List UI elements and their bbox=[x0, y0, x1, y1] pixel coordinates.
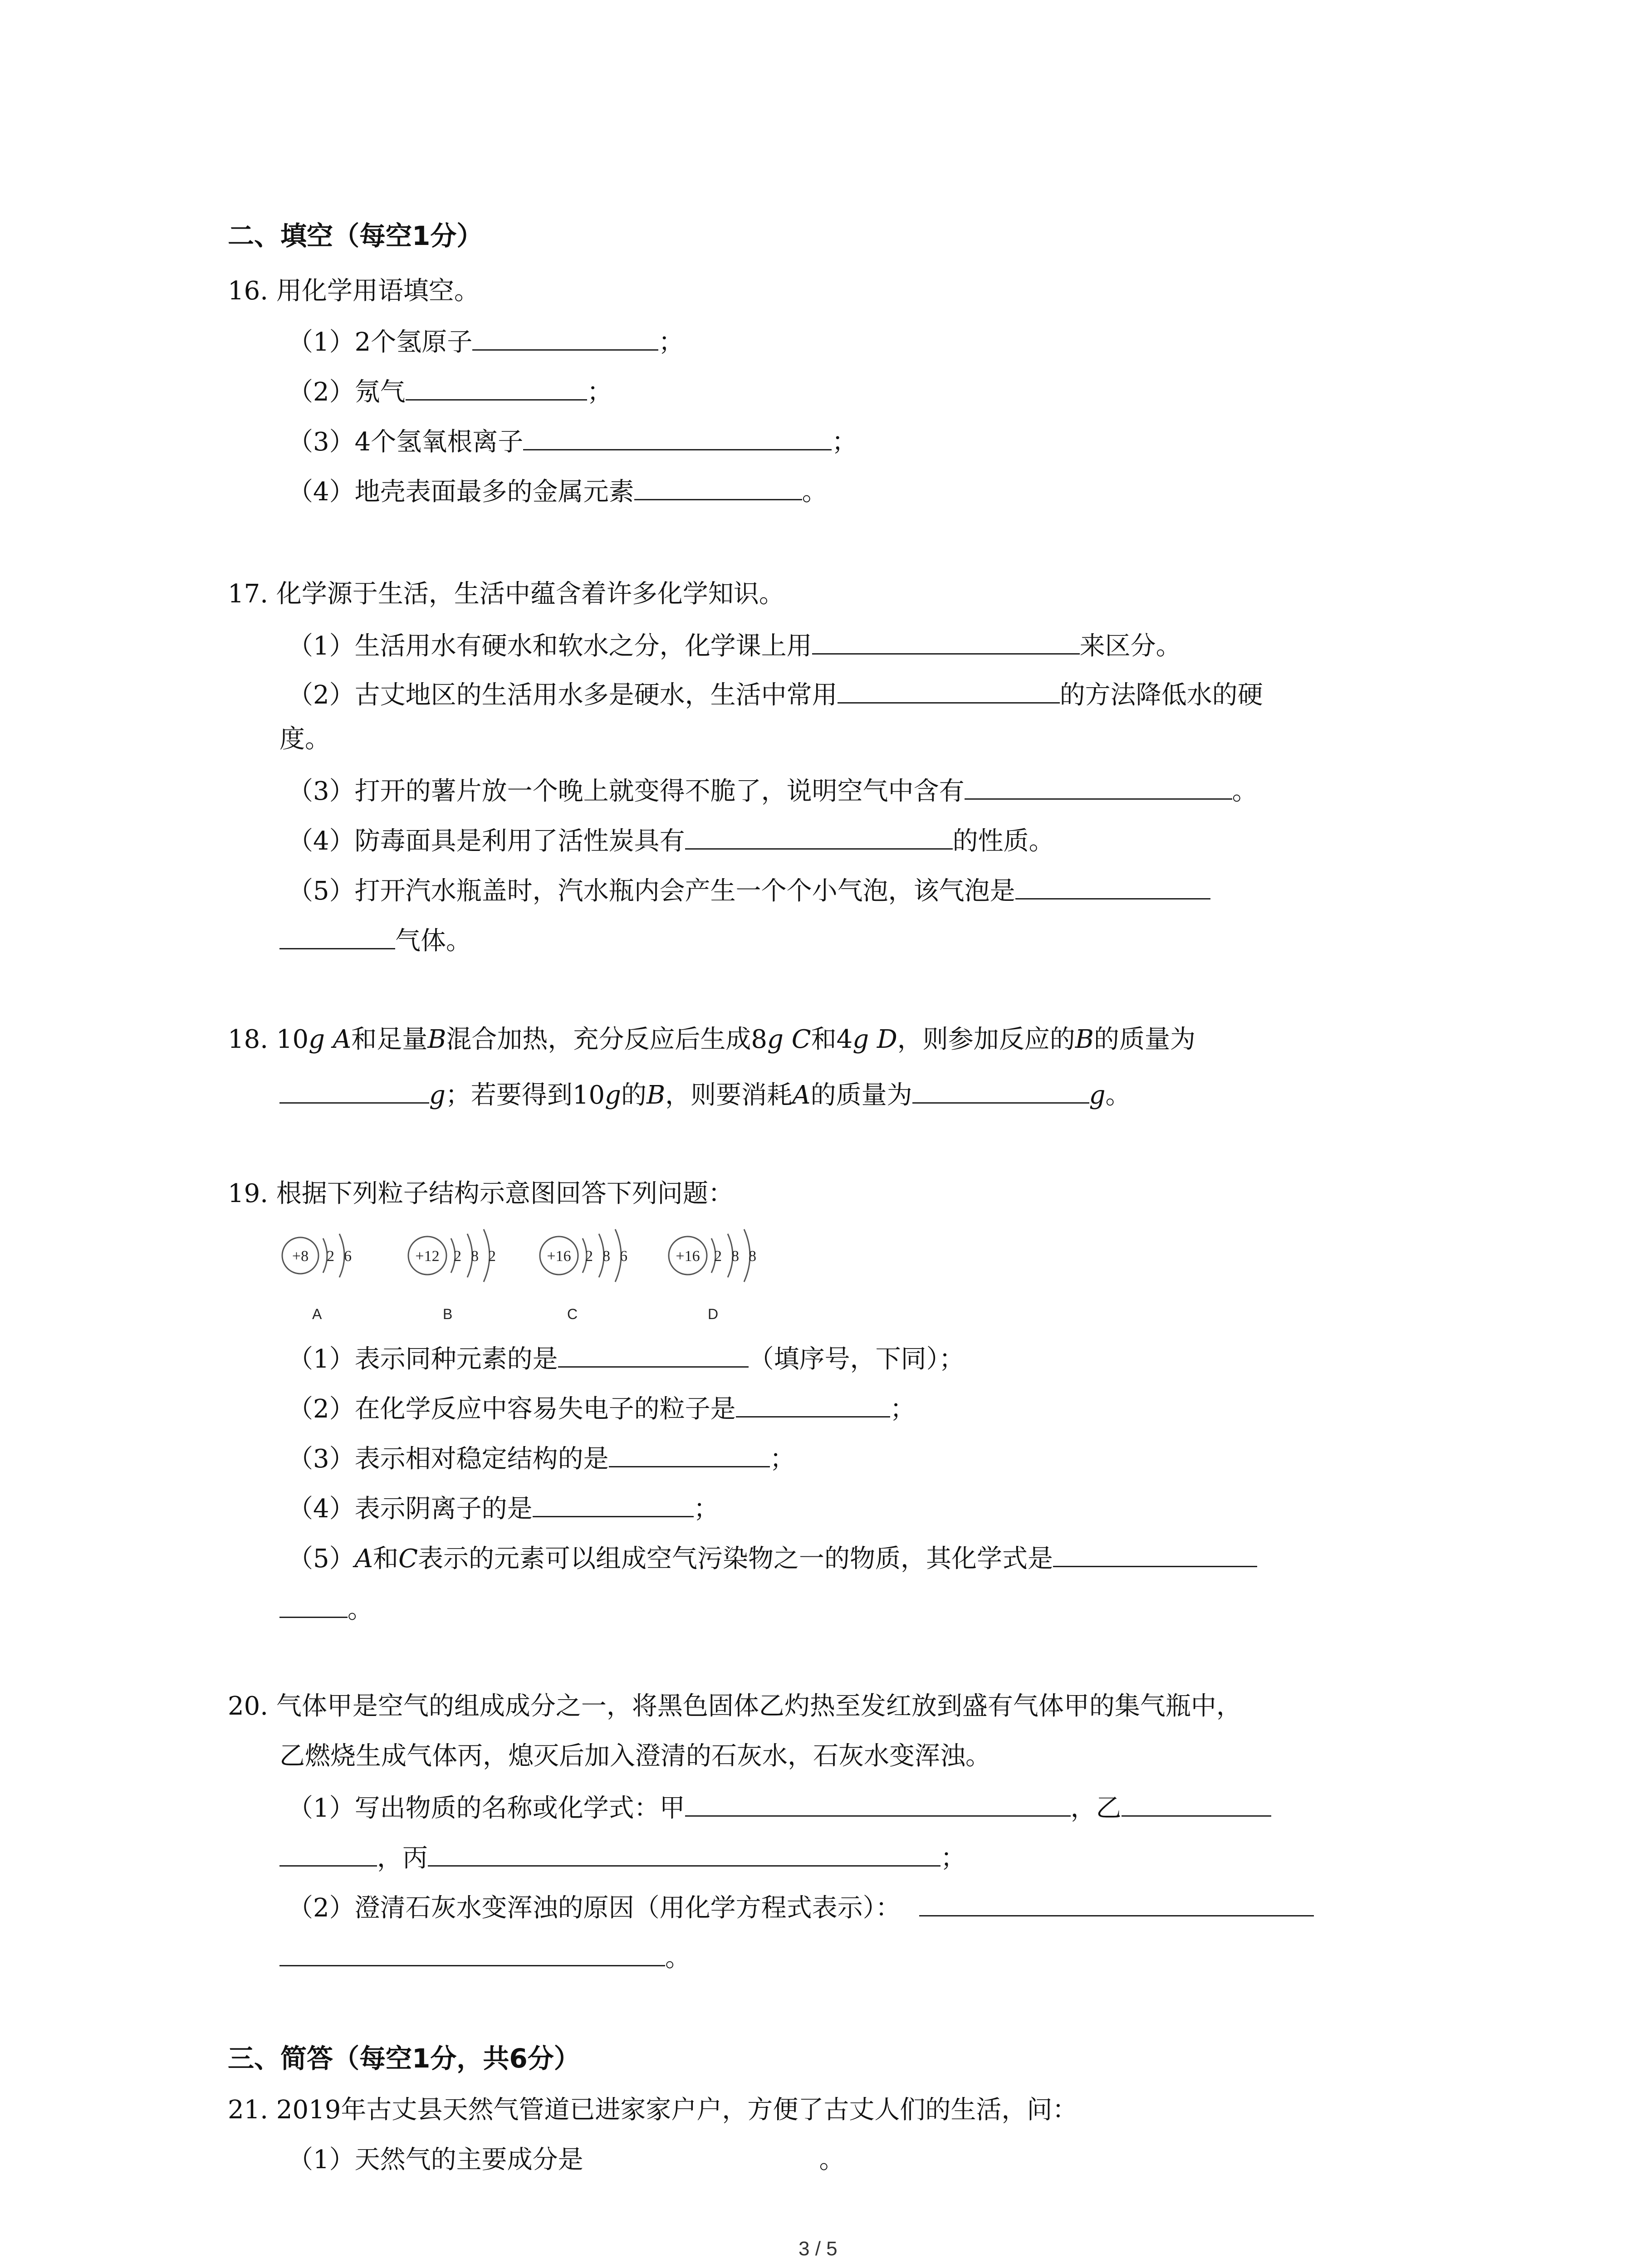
q17-part5-blank-a[interactable] bbox=[1015, 871, 1210, 899]
q20-part2-cont bbox=[279, 1938, 691, 1976]
q17-part1-end: 来区分。 bbox=[1079, 631, 1181, 661]
q21-part1-end: 。 bbox=[819, 2145, 845, 2175]
atom-a bbox=[282, 1234, 352, 1322]
q20-line2: 乙燃烧生成气体丙，熄灭后加入澄清的石灰水，石灰水变浑浊。 bbox=[279, 1741, 991, 1771]
q17-part5 bbox=[288, 871, 1210, 909]
atom-c-nucleus: +16 bbox=[547, 1248, 571, 1265]
q18-var-c: C bbox=[791, 1025, 811, 1054]
q17-part5-end: 气体。 bbox=[395, 926, 471, 956]
q19-part3-end: ； bbox=[769, 1444, 795, 1474]
q17-part5-blank-b[interactable] bbox=[279, 921, 395, 949]
q17-part3-text: （3）打开的薯片放一个晚上就变得不脆了，说明空气中含有 bbox=[288, 777, 965, 806]
q16-part3 bbox=[288, 422, 857, 460]
atom-a-label: A bbox=[312, 1306, 322, 1322]
q17-part4-blank[interactable] bbox=[685, 821, 953, 850]
atom-d-shell: 2 bbox=[714, 1248, 722, 1265]
q18-t: 混合加热，充分反应后生成8 bbox=[446, 1025, 768, 1054]
q18-var-a: A bbox=[333, 1025, 352, 1054]
q19-part1 bbox=[288, 1339, 965, 1378]
q20-line1: 20. 气体甲是空气的组成成分之一，将黑色固体乙灼热至发红放到盛有气体甲的集气瓶中， bbox=[228, 1691, 1242, 1721]
atomic-structure-diagrams bbox=[272, 1220, 1316, 1343]
q19-stem: 19. 根据下列粒子结构示意图回答下列问题： bbox=[228, 1179, 734, 1208]
atom-a-shell: 6 bbox=[344, 1248, 352, 1265]
atom-d-nucleus: +16 bbox=[676, 1248, 700, 1265]
q19-part5 bbox=[288, 1539, 1257, 1577]
q19-part3-text: （3）表示相对稳定结构的是 bbox=[288, 1444, 609, 1474]
q19-part5-cont bbox=[279, 1589, 373, 1628]
q18-unit: g bbox=[852, 1025, 869, 1054]
q16-part2-blank[interactable] bbox=[406, 372, 587, 401]
q19-var-c: C bbox=[398, 1544, 418, 1574]
q18-t: 。 bbox=[1105, 1080, 1131, 1110]
q16-part4-text: （4）地壳表面最多的金属元素 bbox=[288, 477, 634, 507]
q17-stem: 17. 化学源于生活，生活中蕴含着许多化学知识。 bbox=[228, 579, 784, 609]
q16-part1-text: （1）2个氢原子 bbox=[288, 327, 473, 357]
q16-stem: 16. 用化学用语填空。 bbox=[228, 276, 480, 306]
q20-part1-cont bbox=[279, 1838, 966, 1877]
q18-var-d: D bbox=[877, 1025, 897, 1054]
atom-a-nucleus: +8 bbox=[292, 1248, 309, 1265]
q20-part1-blank-bing[interactable] bbox=[428, 1838, 941, 1867]
q20-part1-blank-jia[interactable] bbox=[685, 1788, 1071, 1817]
q20-part2-text: （2）澄清石灰水变浑浊的原因（用化学方程式表示）： bbox=[288, 1893, 901, 1923]
q18-var-b: B bbox=[1075, 1025, 1094, 1054]
q21-stem: 21. 2019年古丈县天然气管道已进家家户户，方便了古丈人们的生活，问： bbox=[228, 2095, 1078, 2125]
q17-part1-blank[interactable] bbox=[812, 626, 1080, 655]
q20-part1 bbox=[288, 1788, 1271, 1827]
q17-part5-cont bbox=[279, 921, 471, 959]
q20-part1-blank-yi-b[interactable] bbox=[279, 1838, 377, 1867]
atom-d-shell: 8 bbox=[749, 1248, 756, 1265]
q20-part2-blank-a[interactable] bbox=[919, 1888, 1314, 1916]
q18-t: 的 bbox=[621, 1080, 647, 1110]
atom-b-shell: 8 bbox=[471, 1248, 479, 1265]
q21-part1-text: （1）天然气的主要成分是 bbox=[288, 2145, 583, 2175]
atom-c bbox=[540, 1229, 627, 1322]
q16-part4-end: 。 bbox=[802, 477, 828, 507]
q16-part1-end: ； bbox=[658, 327, 684, 357]
q18-unit: g bbox=[1089, 1080, 1106, 1110]
q20-part1-blank-yi-a[interactable] bbox=[1122, 1788, 1271, 1817]
q20-part1-text: （1）写出物质的名称或化学式：甲 bbox=[288, 1794, 685, 1823]
page-number: 3 / 5 bbox=[798, 2238, 838, 2260]
q19-part4 bbox=[288, 1489, 719, 1527]
q19-part1-end: （填序号，下同）； bbox=[748, 1344, 965, 1374]
q21-part1 bbox=[288, 2142, 845, 2178]
q19-part1-blank[interactable] bbox=[558, 1339, 749, 1368]
q17-part3-blank[interactable] bbox=[965, 771, 1232, 800]
q18-var-a: A bbox=[792, 1080, 811, 1110]
q18-t: 和4 bbox=[811, 1025, 853, 1054]
q17-part2 bbox=[288, 675, 1263, 714]
q19-part5-text: 和 bbox=[373, 1544, 399, 1574]
q19-part2 bbox=[288, 1389, 916, 1427]
q16-part2-end: ； bbox=[587, 377, 612, 407]
q20-part1-text: ，丙 bbox=[377, 1843, 428, 1873]
atom-b-label: B bbox=[443, 1306, 453, 1322]
q20-part1-end: ； bbox=[941, 1843, 966, 1873]
section-title-short-answer: 三、简答（每空1分，共6分） bbox=[228, 2043, 580, 2074]
q20-part1-text: ，乙 bbox=[1070, 1794, 1122, 1823]
q17-part4-text: （4）防毒面具是利用了活性炭具有 bbox=[288, 826, 685, 856]
q18-blank-a[interactable] bbox=[279, 1075, 429, 1104]
q18-t: ，则要消耗 bbox=[665, 1080, 793, 1110]
q18-unit: g bbox=[767, 1025, 784, 1054]
q16-part2-text: （2）氖气 bbox=[288, 377, 406, 407]
q17-part3-end: 。 bbox=[1232, 777, 1258, 806]
atom-b-shell: 2 bbox=[488, 1248, 496, 1265]
atom-d-label: D bbox=[708, 1306, 719, 1322]
atom-c-shell: 2 bbox=[585, 1248, 593, 1265]
q18-blank-b[interactable] bbox=[912, 1075, 1089, 1104]
q18-t: 和足量 bbox=[351, 1025, 428, 1054]
q18-unit: g bbox=[309, 1025, 325, 1054]
q16-part3-end: ； bbox=[832, 427, 857, 457]
q18-line1 bbox=[228, 1022, 1195, 1058]
atom-c-shell: 6 bbox=[620, 1248, 627, 1265]
q18-t: 的质量为 bbox=[1093, 1025, 1195, 1054]
q18-t: ，则参加反应的 bbox=[897, 1025, 1075, 1054]
atom-d bbox=[669, 1229, 756, 1322]
q19-part5-text: 表示的元素可以组成空气污染物之一的物质，其化学式是 bbox=[417, 1544, 1053, 1574]
q18-unit: g bbox=[429, 1080, 446, 1110]
q17-part3 bbox=[288, 771, 1258, 810]
q19-part2-text: （2）在化学反应中容易失电子的粒子是 bbox=[288, 1394, 736, 1424]
q19-part2-blank[interactable] bbox=[736, 1389, 890, 1418]
q16-part1-blank[interactable] bbox=[472, 322, 658, 351]
q20-part2-end: 。 bbox=[665, 1943, 691, 1973]
q18-var-b: B bbox=[646, 1080, 666, 1110]
q19-part5-end: 。 bbox=[348, 1595, 373, 1624]
q17-part2-end: 的方法降低水的硬 bbox=[1059, 680, 1263, 710]
q16-part3-blank[interactable] bbox=[523, 422, 832, 450]
q16-part4 bbox=[288, 472, 828, 510]
atom-b-nucleus: +12 bbox=[415, 1248, 440, 1265]
q19-part4-blank[interactable] bbox=[533, 1489, 694, 1517]
atom-d-shell: 8 bbox=[731, 1248, 739, 1265]
q19-part4-text: （4）表示阴离子的是 bbox=[288, 1494, 533, 1524]
q17-part5-text: （5）打开汽水瓶盖时，汽水瓶内会产生一个个小气泡，该气泡是 bbox=[288, 876, 1015, 906]
q17-part4 bbox=[288, 821, 1054, 860]
atomic-structure-svg bbox=[272, 1220, 1316, 1343]
q19-part3 bbox=[288, 1439, 795, 1477]
q19-part5-text: （5） bbox=[288, 1544, 355, 1574]
q17-part4-end: 的性质。 bbox=[952, 826, 1054, 856]
q19-part1-text: （1）表示同种元素的是 bbox=[288, 1344, 558, 1374]
q16-part1 bbox=[288, 322, 684, 361]
atom-c-shell: 8 bbox=[603, 1248, 610, 1265]
q18-var-b: B bbox=[427, 1025, 446, 1054]
atom-c-label: C bbox=[567, 1306, 578, 1322]
q18-unit: g bbox=[605, 1080, 621, 1110]
q18-t: ；若要得到10 bbox=[445, 1080, 605, 1110]
q18-t: 18. 10 bbox=[228, 1025, 309, 1054]
q16-part2 bbox=[288, 372, 612, 411]
q19-part3-blank[interactable] bbox=[609, 1439, 770, 1467]
section-title-fill-in: 二、填空（每空1分） bbox=[228, 220, 483, 251]
q17-part2-text: （2）古丈地区的生活用水多是硬水，生活中常用 bbox=[288, 680, 838, 710]
q19-var-a: A bbox=[354, 1544, 373, 1574]
q19-part4-end: ； bbox=[693, 1494, 719, 1524]
q17-part2-cont: 度。 bbox=[279, 724, 330, 754]
q16-part3-text: （3）4个氢氧根离子 bbox=[288, 427, 524, 457]
atom-a-shell: 2 bbox=[327, 1248, 334, 1265]
q17-part2-blank[interactable] bbox=[838, 675, 1060, 704]
q17-part1-text: （1）生活用水有硬水和软水之分，化学课上用 bbox=[288, 631, 812, 661]
q19-part5-blank-a[interactable] bbox=[1053, 1539, 1257, 1567]
q19-part5-blank-b[interactable] bbox=[279, 1589, 348, 1618]
q18-t: 的质量为 bbox=[810, 1080, 912, 1110]
atom-b bbox=[408, 1229, 496, 1322]
q20-part2 bbox=[288, 1888, 1314, 1926]
q17-part1 bbox=[288, 626, 1181, 665]
q18-line2 bbox=[279, 1075, 1131, 1114]
atom-b-shell: 2 bbox=[454, 1248, 461, 1265]
q20-part2-blank-b[interactable] bbox=[279, 1938, 665, 1966]
q16-part4-blank[interactable] bbox=[634, 472, 802, 500]
q19-part2-end: ； bbox=[890, 1394, 916, 1424]
